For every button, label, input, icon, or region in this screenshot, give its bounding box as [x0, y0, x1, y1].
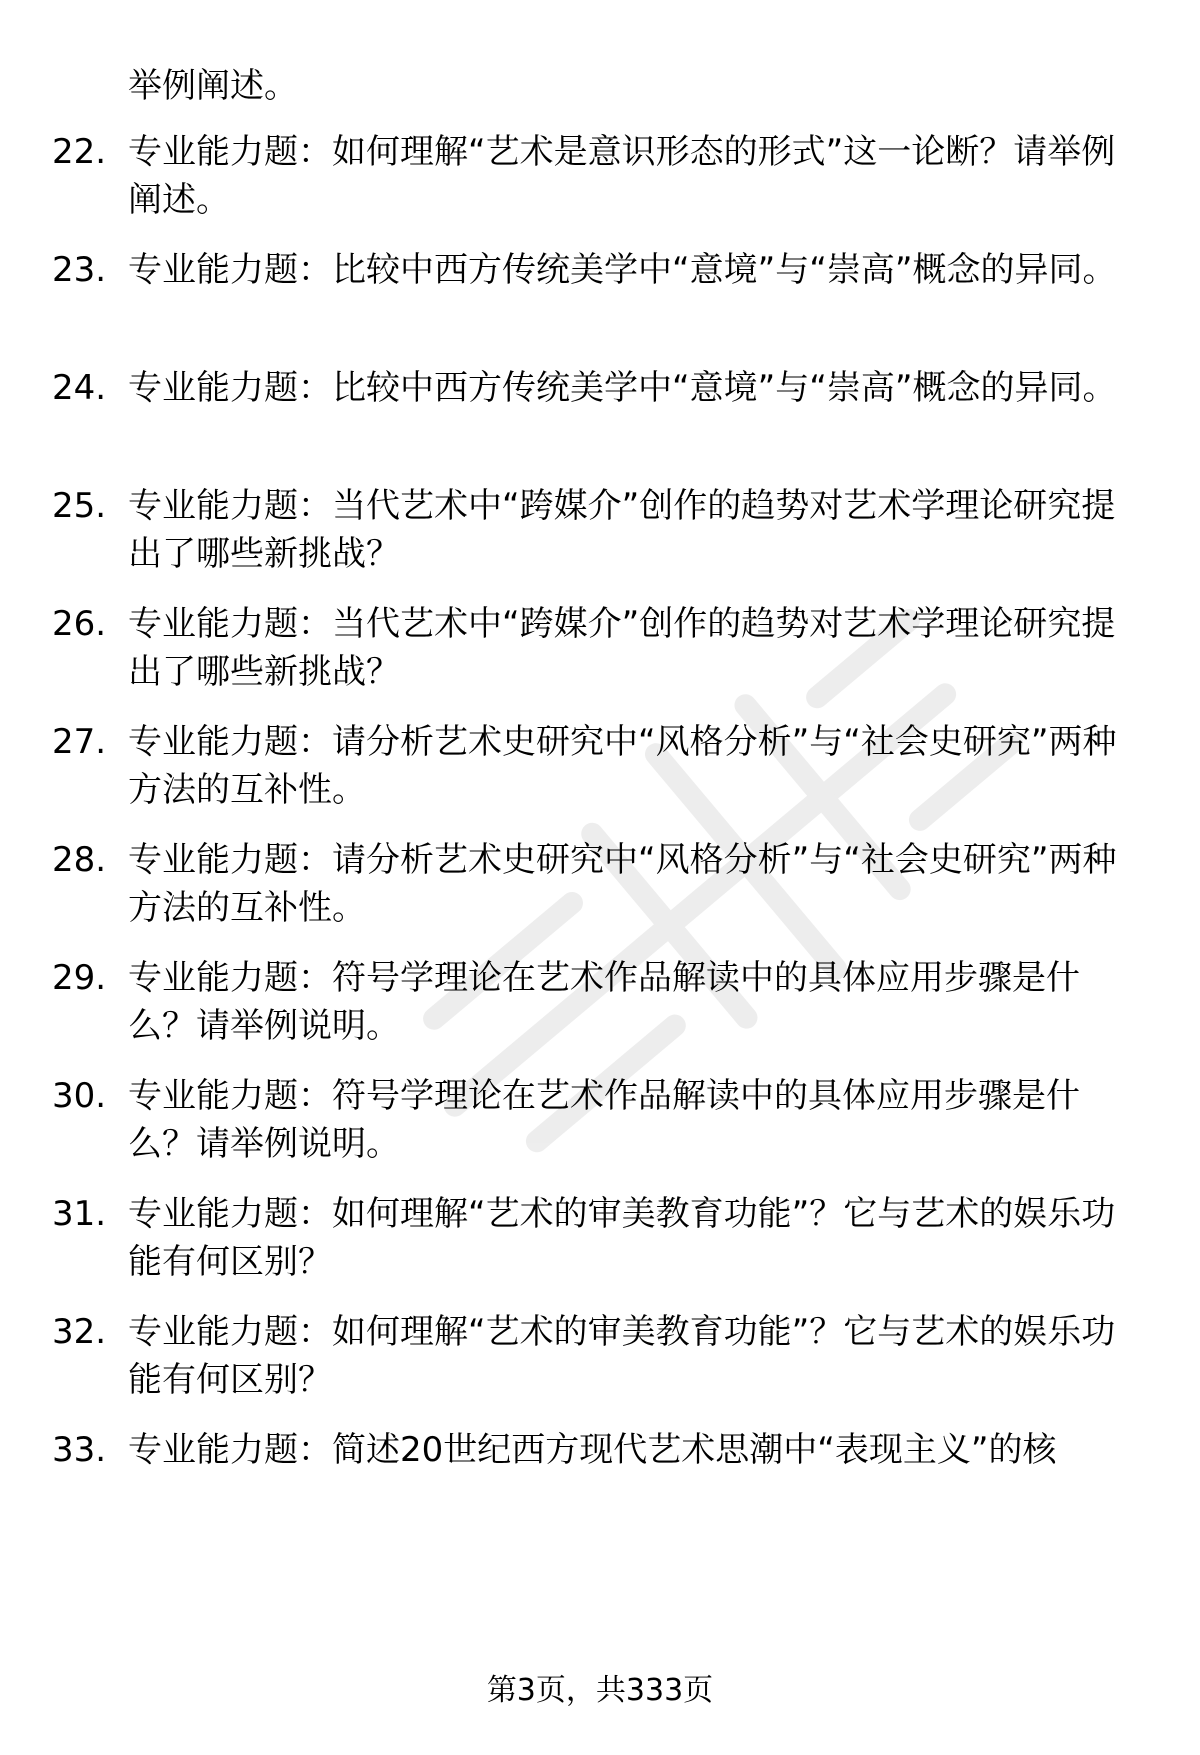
question-text: 专业能力题：如何理解“艺术的审美教育功能”？它与艺术的娱乐功能有何区别？ — [128, 1312, 1116, 1400]
question-text: 专业能力题：简述20世纪西方现代艺术思潮中“表现主义”的核 — [128, 1430, 1057, 1470]
question-number: 29. — [52, 958, 107, 998]
question-text: 专业能力题：符号学理论在艺术作品解读中的具体应用步骤是什么？请举例说明。 — [128, 958, 1080, 1046]
question-text: 专业能力题：如何理解“艺术是意识形态的形式”这一论断？请举例阐述。 — [128, 132, 1116, 220]
question-text: 专业能力题：请分析艺术史研究中“风格分析”与“社会史研究”两种方法的互补性。 — [128, 722, 1117, 810]
question-number: 22. — [52, 132, 107, 172]
question-number: 31. — [52, 1194, 107, 1234]
question-number: 33. — [52, 1430, 107, 1470]
question-text: 专业能力题：请分析艺术史研究中“风格分析”与“社会史研究”两种方法的互补性。 — [128, 840, 1117, 928]
question-number: 23. — [52, 250, 107, 290]
question-text: 专业能力题：当代艺术中“跨媒介”创作的趋势对艺术学理论研究提出了哪些新挑战？ — [128, 486, 1116, 574]
question-number: 28. — [52, 840, 107, 880]
question-text: 专业能力题：当代艺术中“跨媒介”创作的趋势对艺术学理论研究提出了哪些新挑战？ — [128, 604, 1116, 692]
question-number: 32. — [52, 1312, 107, 1352]
question-text: 专业能力题：比较中西方传统美学中“意境”与“崇高”概念的异同。 — [128, 368, 1117, 408]
question-number: 27. — [52, 722, 107, 762]
page-footer: 第3页，共333页 — [486, 1673, 714, 1708]
question-text: 专业能力题：如何理解“艺术的审美教育功能”？它与艺术的娱乐功能有何区别？ — [128, 1194, 1116, 1282]
question-number: 30. — [52, 1076, 107, 1116]
question-number: 24. — [52, 368, 107, 408]
question-text: 专业能力题：比较中西方传统美学中“意境”与“崇高”概念的异同。 — [128, 250, 1117, 290]
question-number: 26. — [52, 604, 107, 644]
question-text: 专业能力题：符号学理论在艺术作品解读中的具体应用步骤是什么？请举例说明。 — [128, 1076, 1080, 1164]
question-number: 25. — [52, 486, 107, 526]
continuation-text: 举例阐述。 — [128, 66, 298, 106]
